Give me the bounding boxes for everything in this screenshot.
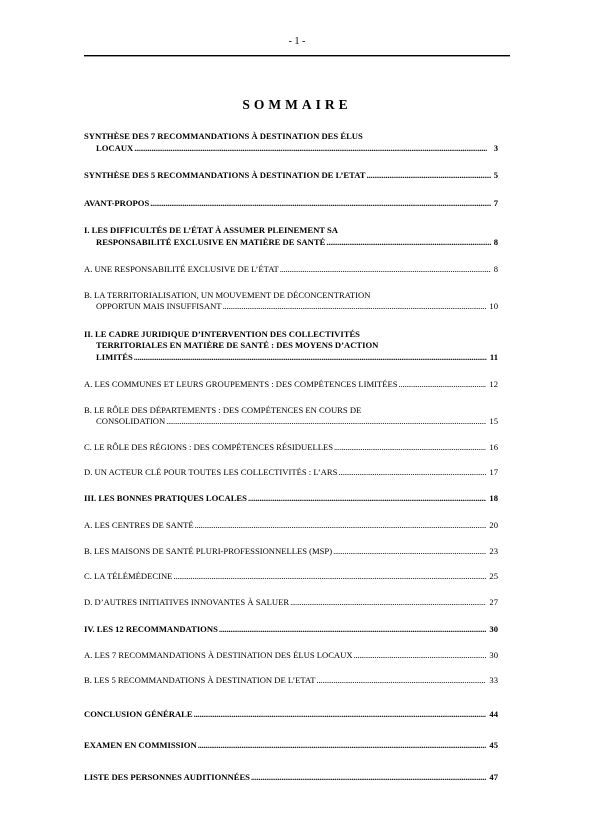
toc-entry[interactable] [84, 675, 498, 687]
header-rule [84, 55, 510, 56]
toc-leader-dots [248, 493, 486, 505]
toc-entry-text: C. LE RÔLE DES RÉGIONS : DES COMPÉTENCES RÉSIDUELLES [84, 441, 333, 452]
toc-page-number: 30 [489, 624, 498, 634]
toc-entry[interactable] [84, 379, 498, 391]
toc-entry-text: A. LES COMMUNES ET LEURS GROUPEMENTS : DES COMPÉTENCES LIMITÉES [84, 379, 398, 389]
toc-leader-dots [166, 416, 486, 428]
toc-entry[interactable] [84, 225, 498, 248]
toc-entry[interactable] [84, 131, 498, 154]
toc-entry[interactable] [84, 740, 498, 752]
toc-entry-text: A. LES 7 RECOMMANDATIONS À DESTINATION DES ÉLUS LOCAUX [84, 649, 353, 660]
toc-entry[interactable] [84, 405, 498, 428]
toc-entry-text: SYNTHÈSE DES 5 RECOMMANDATIONS À DESTINATION DE L’ETAT [84, 170, 366, 180]
toc-page-number: 16 [489, 441, 498, 452]
toc-entry[interactable] [84, 493, 498, 505]
toc-entry-text: B. LES 5 RECOMMANDATIONS À DESTINATION DE L’ETAT [84, 675, 316, 685]
toc-entry[interactable] [84, 520, 498, 532]
toc-entry-text: I. LES DIFFICULTÉS DE L’ÉTAT À ASSUMER PLEINEMENT SA [84, 225, 338, 235]
toc-leader-dots [317, 675, 487, 687]
toc-page-number: 5 [493, 170, 498, 180]
toc-entry-text: III. LES BONNES PRATIQUES LOCALES [84, 492, 247, 503]
toc-leader-dots [354, 650, 487, 662]
toc-page-number: 17 [489, 467, 498, 477]
toc-entry-text: OPPORTUN MAIS INSUFFISANT [96, 301, 222, 311]
toc-leader-dots [290, 597, 486, 609]
toc-page-number: 11 [489, 351, 498, 362]
toc-entry[interactable] [84, 709, 498, 721]
toc-entry[interactable] [84, 571, 498, 583]
toc-entry-text: EXAMEN EN COMMISSION [84, 740, 197, 750]
toc-page-number: 20 [489, 520, 498, 530]
toc-entry[interactable] [84, 597, 498, 609]
toc-entry[interactable] [84, 467, 498, 479]
toc-entry-text: TERRITORIALES EN MATIÈRE DE SANTÉ : DES MOYENS D’ACTION [96, 340, 379, 350]
toc-leader-dots [326, 237, 490, 249]
toc-entry[interactable] [84, 290, 498, 313]
toc-entry[interactable] [84, 624, 498, 636]
toc-entry-text: LIMITÉS [96, 351, 133, 362]
toc-page-number: 44 [489, 708, 498, 719]
toc-entry[interactable] [84, 442, 498, 454]
toc-page-number: 30 [489, 649, 498, 660]
toc-leader-dots [134, 143, 490, 155]
toc-leader-dots [195, 520, 487, 532]
toc-entry-text: B. LES MAISONS DE SANTÉ PLURI-PROFESSIONNELLES (MSP) [84, 545, 333, 556]
toc-leader-dots [334, 442, 486, 454]
toc-leader-dots [219, 624, 487, 636]
toc-leader-dots [251, 772, 486, 784]
toc-entry[interactable] [84, 198, 498, 210]
toc-leader-dots [194, 709, 487, 721]
toc-leader-dots [367, 170, 491, 182]
toc-leader-dots [333, 546, 486, 558]
toc-entry[interactable] [84, 329, 498, 364]
toc-entry-text: CONCLUSION GÉNÉRALE [84, 708, 193, 719]
toc-page-number: 7 [493, 197, 498, 208]
toc-entry-text: D. UN ACTEUR CLÉ POUR TOUTES LES COLLECTIVITÉS : L’ARS [84, 467, 338, 477]
toc-entry[interactable] [84, 264, 498, 276]
toc-leader-dots [173, 571, 486, 583]
toc-page-number: 33 [489, 675, 498, 685]
toc-leader-dots [134, 352, 487, 364]
toc-entry-text: B. LE RÔLE DES DÉPARTEMENTS : DES COMPÉTENCES EN COURS DE [84, 404, 362, 415]
toc-entry-text: D. D’AUTRES INITIATIVES INNOVANTES À SALUER [84, 596, 290, 607]
toc-entry-text: C. LA TÉLÉMÉDECINE [84, 571, 173, 581]
toc-entry[interactable] [84, 170, 498, 182]
toc-entry-text: IV. LES 12 RECOMMANDATIONS [84, 624, 218, 634]
toc-entry-text: B. LA TERRITORIALISATION, UN MOUVEMENT DE DÉCONCENTRATION [84, 289, 371, 300]
toc-leader-dots [399, 379, 487, 391]
toc-entry[interactable] [84, 772, 498, 784]
toc-page-number: 8 [493, 236, 498, 247]
toc-entry-text: A. LES CENTRES DE SANTÉ [84, 520, 194, 530]
toc-entry-text: II. LE CADRE JURIDIQUE D’INTERVENTION DES COLLECTIVITÉS [84, 328, 360, 339]
page-title: SOMMAIRE [242, 97, 352, 112]
toc-page-number: 23 [489, 545, 498, 556]
toc-leader-dots [338, 467, 486, 479]
toc-entry-text: SYNTHÈSE DES 7 RECOMMANDATIONS À DESTINATION DES ÉLUS [84, 131, 363, 141]
table-of-contents [84, 131, 498, 783]
toc-entry-text: A. UNE RESPONSABILITÉ EXCLUSIVE DE L’ÉTAT [84, 264, 279, 274]
toc-page-number: 18 [489, 492, 498, 503]
toc-entry[interactable] [84, 546, 498, 558]
toc-page-number: 12 [489, 379, 498, 389]
toc-entry-text: LOCAUX [96, 142, 134, 153]
toc-page-number: 10 [489, 301, 498, 311]
toc-entry-text: LISTE DES PERSONNES AUDITIONNÉES [84, 771, 250, 782]
toc-page-number: 15 [489, 416, 498, 426]
toc-leader-dots [198, 740, 487, 752]
toc-entry[interactable] [84, 650, 498, 662]
toc-page-number: 8 [493, 264, 498, 274]
toc-leader-dots [150, 198, 490, 210]
page-number: - 1 - [288, 36, 306, 47]
toc-entry-text: CONSOLIDATION [96, 416, 166, 426]
toc-entry-text: RESPONSABILITÉ EXCLUSIVE EN MATIÈRE DE SANTÉ [96, 236, 326, 247]
toc-page-number: 47 [489, 771, 498, 782]
toc-leader-dots [280, 264, 491, 276]
toc-entry-text: AVANT-PROPOS [84, 197, 150, 208]
toc-leader-dots [223, 301, 487, 313]
toc-page-number: 25 [489, 571, 498, 581]
toc-page-number: 3 [493, 142, 498, 153]
toc-page-number: 45 [489, 740, 498, 750]
toc-page-number: 27 [489, 596, 498, 607]
